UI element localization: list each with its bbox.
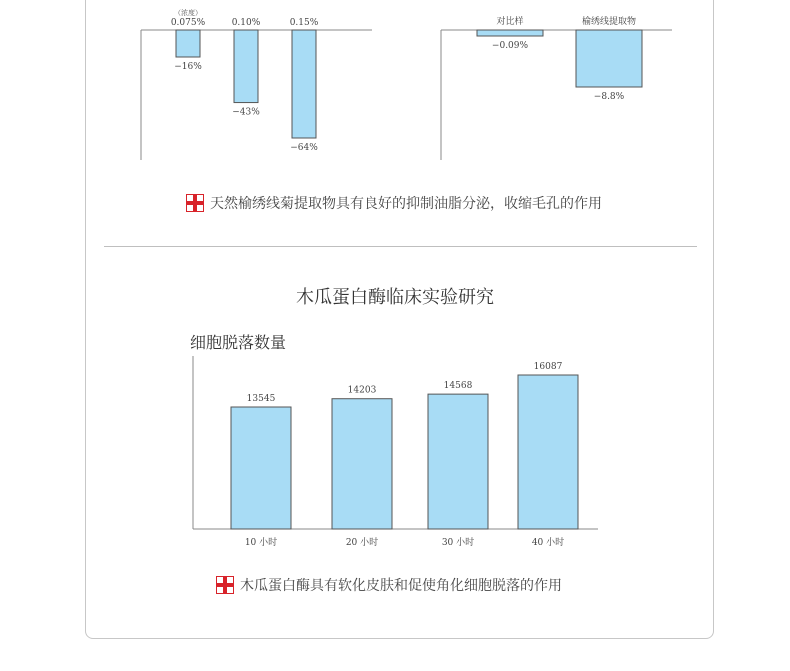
chart2-bar: [477, 30, 543, 36]
chart1-category-label: 0.10%: [231, 18, 261, 28]
chart1-category-note: （浓度）: [174, 9, 202, 17]
chart3-value-label: 14203: [347, 385, 377, 396]
chart3-category-label: 20 小时: [345, 538, 379, 548]
chart3-category-label: 30 小时: [441, 538, 475, 548]
chart1-value-label: −64%: [290, 143, 318, 153]
caption-top: [186, 193, 602, 213]
chart2-category-label: 榆绣线提取物: [581, 17, 637, 27]
chart3-value-label: 13545: [246, 394, 276, 404]
chart3-bar: [231, 407, 291, 529]
chart1-bar: [234, 30, 258, 103]
chart1-value-label: −43%: [232, 107, 260, 118]
chart2-value-label: −0.09%: [491, 41, 529, 51]
chart1-bar: [292, 30, 316, 138]
chart3-value-label: 16087: [533, 362, 563, 372]
chart3-bar: [332, 399, 392, 529]
papain-y-axis-label: 细胞脱落数量: [190, 333, 287, 352]
chart2-category-label: 对比样: [496, 17, 524, 27]
chart1-category-label: 0.15%: [289, 18, 319, 28]
chart3-category-label: 10 小时: [244, 538, 278, 548]
chart3-category-label: 40 小时: [531, 538, 565, 548]
chart3-bar: [428, 394, 488, 529]
chart1-bar: [176, 30, 200, 57]
caption-top-text: 天然榆绣线菊提取物具有良好的抑制油脂分泌，收缩毛孔的作用: [210, 196, 602, 212]
red-cross-flag-icon: [186, 194, 204, 212]
caption-bottom: [216, 575, 562, 595]
section-divider: [104, 246, 697, 247]
chart1-category-label: 0.075%: [170, 18, 206, 28]
chart2-value-label: −8.8%: [593, 92, 625, 102]
papain-chart-title: 木瓜蛋白酶临床实验研究: [296, 287, 494, 308]
red-cross-flag-icon: [216, 576, 234, 594]
chart3-value-label: 14568: [443, 381, 473, 392]
caption-bottom-text: 木瓜蛋白酶具有软化皮肤和促使角化细胞脱落的作用: [240, 578, 562, 594]
chart3-bar: [518, 375, 578, 529]
chart2-bar: [576, 30, 642, 87]
chart1-value-label: −16%: [174, 62, 202, 72]
